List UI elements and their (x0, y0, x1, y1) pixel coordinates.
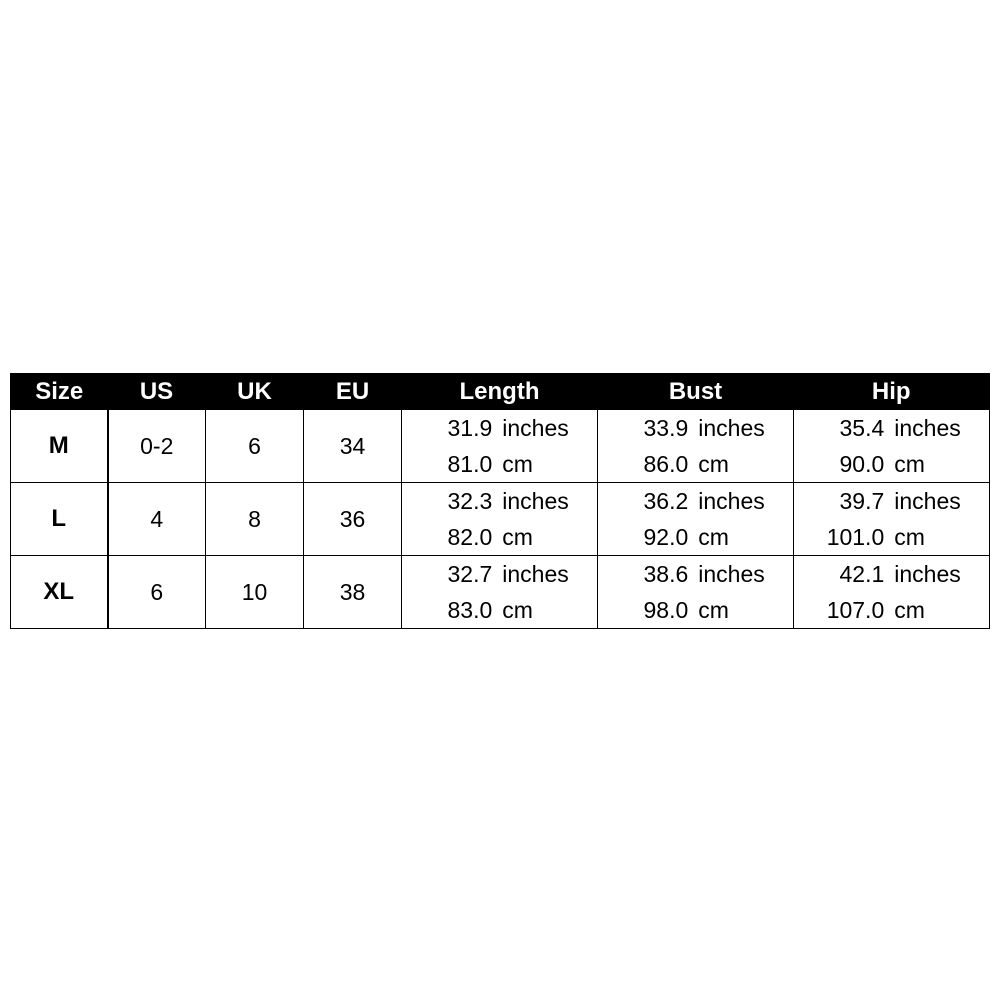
inches-line (626, 556, 764, 592)
uk-cell: 6 (206, 410, 304, 483)
table-row (11, 410, 990, 483)
inches-line (822, 556, 960, 592)
length-cell (402, 483, 598, 556)
eu-cell: 34 (304, 410, 402, 483)
measurement (822, 556, 960, 628)
bust-cell (598, 483, 794, 556)
bust-inches: 33.9 (643, 415, 689, 441)
inches-line (430, 410, 568, 446)
measurement (822, 410, 960, 482)
header-uk: UK (206, 374, 304, 410)
hip-cell (794, 556, 990, 629)
unit-inches: inches (502, 488, 569, 514)
cm-line (822, 446, 960, 482)
length-inches: 31.9 (447, 415, 493, 441)
length-inches: 32.7 (447, 561, 493, 587)
inches-line (430, 556, 568, 592)
hip-cm: 107.0 (826, 597, 885, 623)
size-cell: XL (11, 556, 108, 629)
us-cell: 4 (108, 483, 206, 556)
header-row (11, 374, 990, 410)
bust-cell (598, 556, 794, 629)
inches-line (822, 483, 960, 519)
unit-inches: inches (698, 561, 765, 587)
measurement (430, 483, 568, 555)
hip-cm: 101.0 (826, 524, 885, 550)
unit-cm: cm (502, 524, 533, 550)
header-bust: Bust (598, 374, 794, 410)
bust-inches: 36.2 (643, 488, 689, 514)
inches-line (430, 483, 568, 519)
unit-inches: inches (502, 561, 569, 587)
unit-inches: inches (894, 488, 961, 514)
measurement (430, 556, 568, 628)
unit-cm: cm (894, 597, 925, 623)
unit-cm: cm (698, 451, 729, 477)
bust-cm: 98.0 (643, 597, 689, 623)
unit-inches: inches (894, 561, 961, 587)
cm-line (626, 592, 764, 628)
length-inches: 32.3 (447, 488, 493, 514)
unit-cm: cm (698, 597, 729, 623)
measurement (626, 483, 764, 555)
hip-cm: 90.0 (839, 451, 885, 477)
inches-line (626, 483, 764, 519)
length-cell (402, 410, 598, 483)
unit-inches: inches (698, 415, 765, 441)
header-us: US (108, 374, 206, 410)
us-cell: 0-2 (108, 410, 206, 483)
eu-cell: 36 (304, 483, 402, 556)
cm-line (822, 519, 960, 555)
size-cell: M (11, 410, 108, 483)
bust-cell (598, 410, 794, 483)
table-row (11, 483, 990, 556)
hip-cell (794, 483, 990, 556)
bust-cm: 86.0 (643, 451, 689, 477)
unit-cm: cm (502, 451, 533, 477)
size-cell: L (11, 483, 108, 556)
cm-line (430, 592, 568, 628)
length-cm: 82.0 (447, 524, 493, 550)
cm-line (626, 519, 764, 555)
length-cm: 83.0 (447, 597, 493, 623)
unit-cm: cm (894, 451, 925, 477)
us-cell: 6 (108, 556, 206, 629)
table-row (11, 556, 990, 629)
eu-cell: 38 (304, 556, 402, 629)
bust-inches: 38.6 (643, 561, 689, 587)
unit-inches: inches (698, 488, 765, 514)
header-length: Length (402, 374, 598, 410)
inches-line (626, 410, 764, 446)
unit-cm: cm (698, 524, 729, 550)
unit-inches: inches (502, 415, 569, 441)
length-cell (402, 556, 598, 629)
size-chart-table (10, 373, 990, 629)
measurement (430, 410, 568, 482)
cm-line (430, 446, 568, 482)
unit-cm: cm (894, 524, 925, 550)
cm-line (430, 519, 568, 555)
cm-line (822, 592, 960, 628)
measurement (626, 410, 764, 482)
length-cm: 81.0 (447, 451, 493, 477)
measurement (822, 483, 960, 555)
header-hip: Hip (794, 374, 990, 410)
hip-cell (794, 410, 990, 483)
hip-inches: 35.4 (839, 415, 885, 441)
unit-inches: inches (894, 415, 961, 441)
uk-cell: 8 (206, 483, 304, 556)
inches-line (822, 410, 960, 446)
unit-cm: cm (502, 597, 533, 623)
uk-cell: 10 (206, 556, 304, 629)
table-body (11, 410, 990, 629)
hip-inches: 39.7 (839, 488, 885, 514)
hip-inches: 42.1 (839, 561, 885, 587)
table-header (11, 374, 990, 410)
bust-cm: 92.0 (643, 524, 689, 550)
measurement (626, 556, 764, 628)
header-eu: EU (304, 374, 402, 410)
cm-line (626, 446, 764, 482)
header-size: Size (11, 374, 108, 410)
